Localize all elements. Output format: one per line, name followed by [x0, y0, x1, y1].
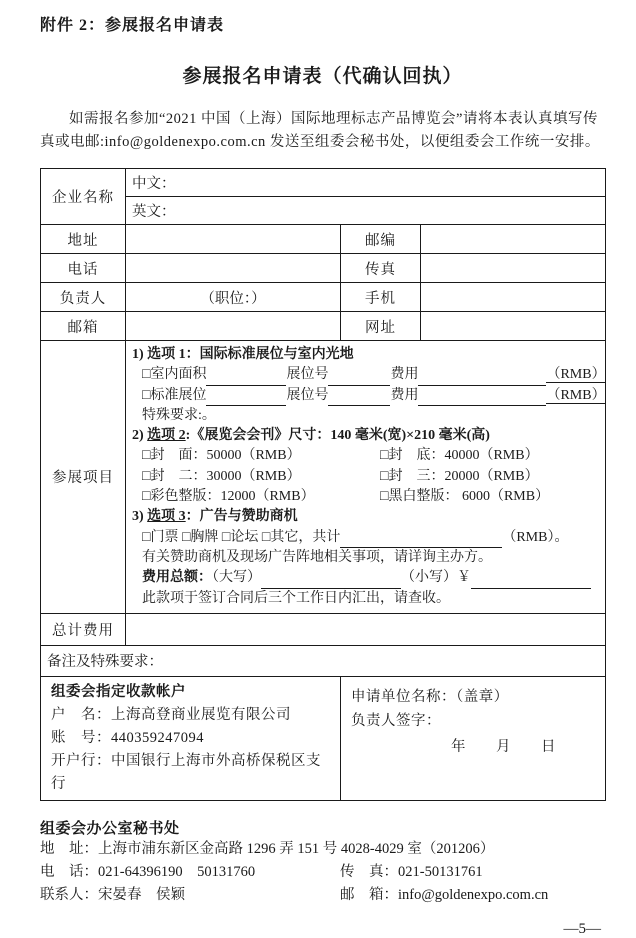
- option3-heading: 3) 选项 3：广告与赞助商机: [132, 509, 298, 525]
- blank-field: [418, 372, 546, 386]
- secretariat-title: 组委会办公室秘书处: [40, 820, 180, 837]
- table-row-bank: [41, 676, 606, 800]
- remit-note: 此款项于签订合同后三个工作日内汇出，请查收。: [142, 590, 450, 606]
- bank-section-title: 组委会指定收款帐户: [51, 683, 186, 700]
- secretariat-phone-fax: [40, 861, 605, 884]
- option1-special-requirements: 特殊要求:。: [142, 407, 216, 423]
- blank-field: [471, 575, 591, 589]
- page-number: —5—: [563, 920, 601, 937]
- website-label: 网址: [341, 312, 421, 341]
- secretariat-fax: 传 真：021-50131761: [340, 863, 483, 880]
- project-options-cell: [126, 341, 606, 614]
- fax-label: 传真: [341, 254, 421, 283]
- remarks-field: 备注及特殊要求：: [41, 645, 606, 676]
- blank-field: [206, 392, 286, 406]
- phone-label: 电话: [41, 254, 126, 283]
- total-amount-line: 费用总额：（大写） （小写）￥: [132, 568, 599, 588]
- blank-field: [328, 372, 390, 386]
- blank-field: [261, 575, 401, 589]
- fax-field: [421, 254, 606, 283]
- option3-note: 有关赞助商机及现场广告阵地相关事项，请详询主办方。: [142, 549, 492, 565]
- option3-items-line: □门票 □胸牌 □论坛 □其它，共计 （RMB）。: [132, 528, 599, 548]
- email-field: [126, 312, 341, 341]
- signature-line: 负责人签字：: [351, 712, 441, 729]
- secretariat-email: 邮 箱：info@goldenexpo.com.cn: [340, 886, 549, 903]
- company-name-cn-field: 中文：: [126, 169, 606, 197]
- blank-field: [206, 372, 286, 386]
- bank-account-number: 账 号：440359247094: [51, 729, 204, 746]
- phone-field: [126, 254, 341, 283]
- company-name-en-field: 英文：: [126, 197, 606, 225]
- option1-standard-line: □标准展位 展位号 费用 （RMB）: [132, 386, 599, 406]
- option1-heading: 1) 选项 1：国际标准展位与室内光地: [132, 347, 354, 362]
- website-field: [421, 312, 606, 341]
- intro-paragraph: 如需报名参加“2021 中国（上海）国际地理标志产品博览会”请将本表认真填写传真或电邮:info@goldenexpo.com.cn 发送至组委会秘书处，以便组委会工作统一安排。: [40, 111, 600, 150]
- table-row: [41, 169, 606, 197]
- application-form-table: [40, 168, 606, 801]
- blank-field: [418, 392, 546, 406]
- mobile-label: 手机: [341, 283, 421, 312]
- bank-branch: 开户行：中国银行上海市外高桥保税区支行: [51, 752, 321, 792]
- blank-field: [328, 392, 390, 406]
- table-row: [41, 613, 606, 645]
- address-label: 地址: [41, 225, 126, 254]
- attachment-title: 附件 2：参展报名申请表: [40, 17, 225, 34]
- form-title: 参展报名申请表（代确认回执）: [182, 66, 463, 87]
- table-row: [41, 225, 606, 254]
- zipcode-field: [421, 225, 606, 254]
- person-position-field: （职位：）: [126, 283, 341, 312]
- secretariat-footer: [40, 817, 605, 907]
- date-line: 年 月 日: [451, 738, 556, 755]
- option2-price-row: □封 面：50000（RMB） □封 底：40000（RMB）: [142, 448, 539, 464]
- secretariat-contact-person: 联系人：宋晏春 侯颖: [40, 886, 185, 903]
- table-row: [41, 645, 606, 676]
- table-row: [41, 283, 606, 312]
- secretariat-contact-email: [40, 884, 605, 907]
- secretariat-tel: 电 话：021-64396190 50131760: [40, 863, 256, 880]
- signature-cell: [341, 676, 606, 800]
- zipcode-label: 邮编: [341, 225, 421, 254]
- blank-field: [340, 534, 502, 548]
- total-fee-label: 总计费用: [41, 613, 126, 645]
- option2-price-row: □彩色整版：12000（RMB） □黑白整版： 6000（RMB）: [142, 489, 550, 505]
- bank-account-cell: [41, 676, 341, 800]
- person-label: 负责人: [41, 283, 126, 312]
- secretariat-address: 地 址：上海市浦东新区金高路 1296 弄 151 号 4028-4029 室（201206）: [40, 840, 495, 857]
- mobile-field: [421, 283, 606, 312]
- applicant-unit-name: 申请单位名称：（盖章）: [351, 688, 509, 705]
- total-fee-field: [126, 613, 606, 645]
- bank-account-name: 户 名：上海高登商业展览有限公司: [51, 706, 291, 723]
- table-row: [41, 254, 606, 283]
- email-label: 邮箱: [41, 312, 126, 341]
- option2-price-row: □封 二：30000（RMB） □封 三：20000（RMB）: [142, 468, 539, 484]
- table-row: [41, 197, 606, 225]
- address-field: [126, 225, 341, 254]
- option2-heading: 2) 选项 2:《展览会会刊》尺寸：140 毫米(宽)×210 毫米(高): [132, 428, 490, 444]
- option1-indoor-line: □室内面积 展位号 费用 （RMB）: [132, 365, 599, 385]
- table-row-project: [41, 341, 606, 614]
- project-row-label: 参展项目: [41, 341, 126, 614]
- table-row: [41, 312, 606, 341]
- company-name-label: 企业名称: [41, 169, 126, 225]
